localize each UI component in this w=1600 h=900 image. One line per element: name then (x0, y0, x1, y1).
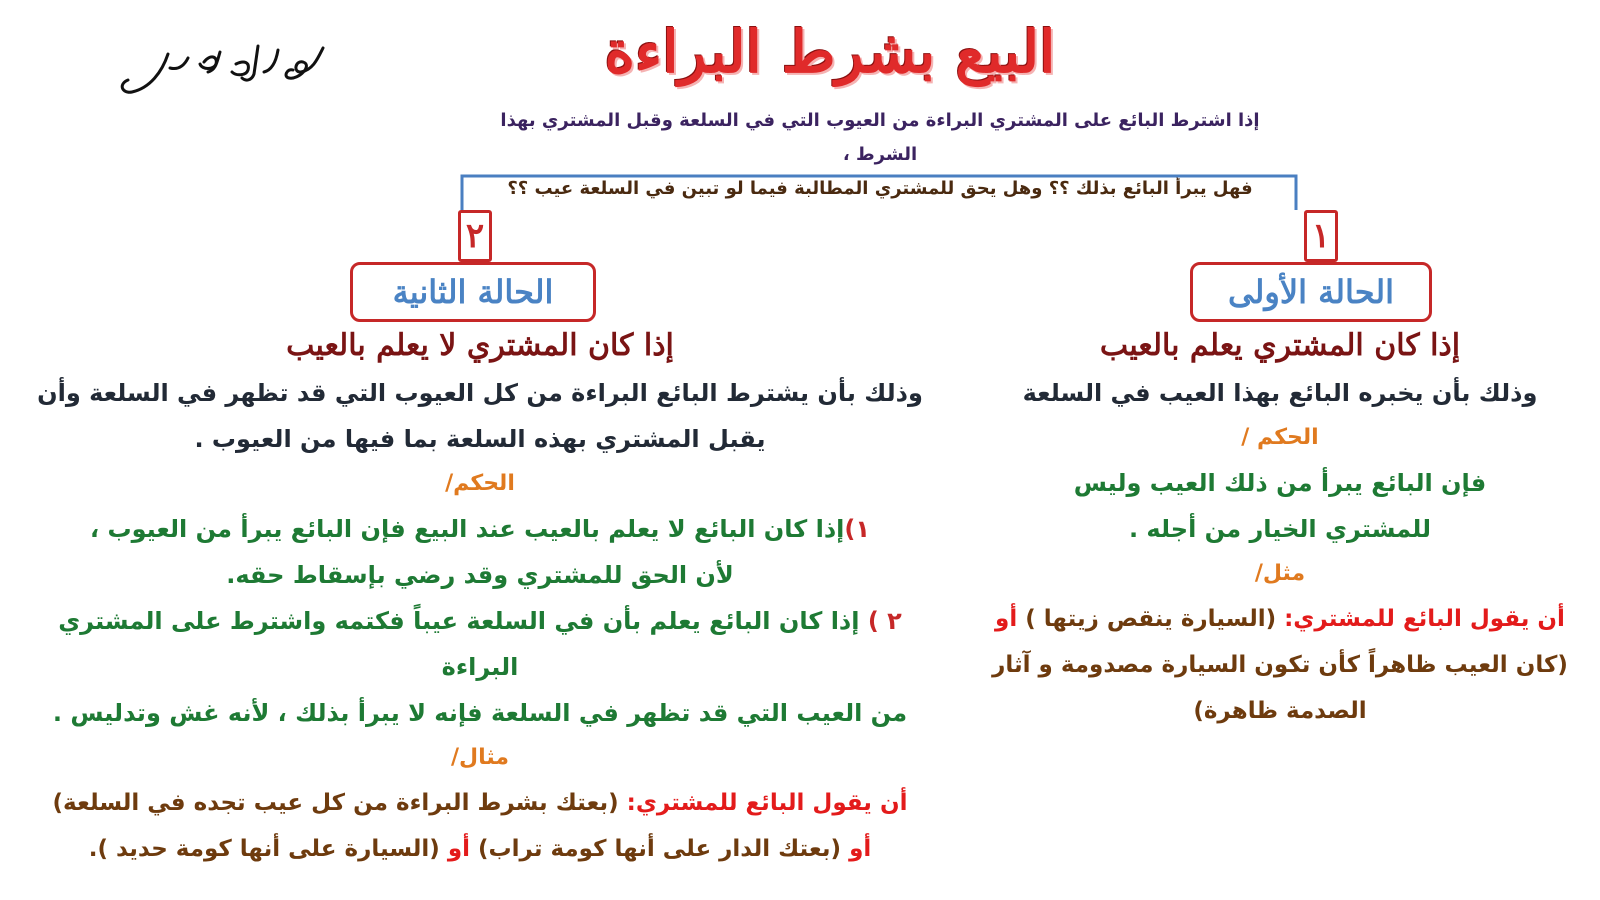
case-2-content (20, 322, 940, 872)
case-2-point-2-line-1 (20, 598, 940, 690)
case-2-example-quote-3: (السيارة على أنها كومة حديد ). (88, 836, 448, 862)
case-1-heading: إذا كان المشتري يعلم بالعيب (1099, 328, 1461, 363)
case-1-label: الحالة الأولى (1190, 262, 1432, 322)
case-1-example-line-2: (كان العيب ظاهراً كأن تكون السيارة مصدومة و آثار (992, 652, 1568, 678)
case-1-example-line-3: الصدمة ظاهرة) (1193, 698, 1367, 724)
case-2-example-label: مثال/ (451, 745, 509, 770)
case-2-example-quote-1: (بعتك بشرط البراءة من كل عيب تجده في السلعة) (52, 790, 627, 816)
case-2-point-2-line-2: من العيب التي قد تظهر في السلعة فإنه لا يبرأ بذلك ، لأنه غش وتدليس . (52, 699, 908, 727)
case-2-heading: إذا كان المشتري لا يعلم بالعيب (286, 328, 674, 363)
case-2-point-1-number: ١) (844, 515, 870, 543)
case-2-point-1-line-1 (20, 506, 940, 552)
case-1-ruling-line-1: فإن البائع يبرأ من ذلك العيب وليس (1073, 469, 1487, 497)
signature (108, 28, 338, 108)
page-title: البيع بشرط البراءة (604, 18, 1056, 86)
case-2-example-or-1: أو (849, 836, 872, 862)
case-2-description-line-2: يقبل المشتري بهذه السلعة بما فيها من العيوب . (194, 425, 766, 453)
branch-connector (460, 170, 1320, 240)
case-2-point-1-line-2: لأن الحق للمشتري وقد رضي بإسقاط حقه. (226, 561, 734, 589)
case-2-label: الحالة الثانية (350, 262, 596, 322)
case-1-content (960, 322, 1600, 734)
case-1-example-line-1 (960, 596, 1600, 642)
case-1-ruling-label: الحكم / (1241, 425, 1319, 450)
case-1-example-quote-1: (السيارة ينقص زيتها ) (1017, 606, 1285, 632)
case-2-example-or-2: أو (447, 836, 470, 862)
case-2-example-prefix: أن يقول البائع للمشتري: (626, 790, 908, 816)
case-1-example-or: أو (995, 606, 1018, 632)
case-1-example-label: مثل/ (1254, 561, 1306, 586)
case-2-example-quote-2: (بعتك الدار على أنها كومة تراب) (470, 836, 850, 862)
intro-line-2: فهل يبرأ البائع بذلك ؟؟ وهل يحق للمشتري المطالبة فيما لو تبين في السلعة عيب ؟؟ (507, 178, 1253, 199)
case-1-example-prefix: أن يقول البائع للمشتري: (1284, 606, 1565, 632)
case-2-point-2-number: ٢ ) (867, 607, 902, 635)
case-2-ruling-label: الحكم/ (445, 471, 515, 496)
case-1-number: ١ (1304, 210, 1338, 262)
case-1-ruling-line-2: للمشتري الخيار من أجله . (1128, 515, 1432, 543)
case-1-description: وذلك بأن يخبره البائع بهذا العيب في السلعة (1022, 379, 1538, 407)
case-2-number: ٢ (458, 210, 492, 262)
case-2-example-line-1 (20, 780, 940, 826)
case-2-example-line-2 (20, 826, 940, 872)
case-2-description-line-1: وذلك بأن يشترط البائع البراءة من كل العيوب التي قد تظهر في السلعة وأن (37, 379, 923, 407)
case-2-point-1-text: إذا كان البائع لا يعلم بالعيب عند البيع فإن البائع يبرأ من العيوب ، (90, 515, 845, 543)
case-2-point-2-text: إذا كان البائع يعلم بأن في السلعة عيباً فكتمه واشترط على المشتري البراءة (58, 607, 860, 681)
intro-line-1: إذا اشترط البائع على المشتري البراءة من العيوب التي في السلعة وقبل المشتري بهذا الشرط ، (500, 110, 1260, 165)
